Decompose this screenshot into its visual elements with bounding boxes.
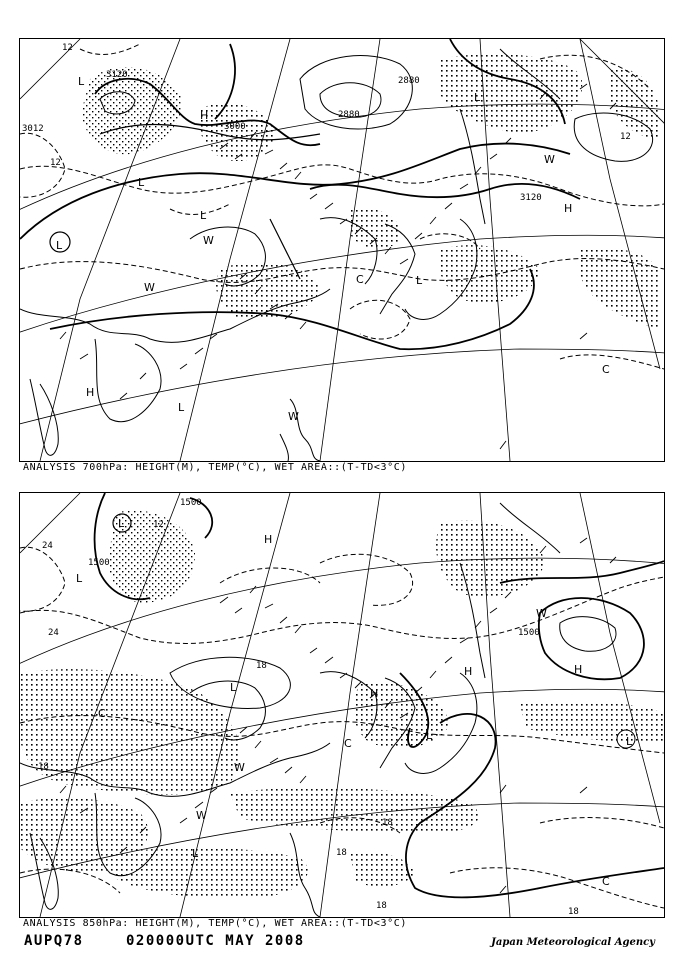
center-symbol: H — [370, 687, 379, 700]
contour-label: 3000 — [224, 122, 246, 132]
center-symbol: L — [76, 572, 83, 585]
contour-label: 3120 — [520, 193, 542, 203]
panel-caption-700hpa: ANALYSIS 700hPa: HEIGHT(M), TEMP(°C), WET AREA::(T-TD<3°C) — [23, 462, 407, 473]
center-symbol: L — [416, 274, 423, 287]
center-symbol: C — [602, 875, 610, 888]
wet-area-shading — [20, 510, 664, 898]
center-symbol: H — [564, 202, 573, 215]
center-symbol: C — [356, 273, 364, 286]
contour-label: 18 — [336, 848, 347, 858]
center-symbol: H — [200, 109, 209, 122]
contour-label: 3012 — [22, 124, 44, 134]
map-panel-850hpa — [19, 492, 665, 918]
contour-label: 2880 — [338, 110, 360, 120]
center-symbol: L — [118, 517, 125, 530]
center-symbol: W — [196, 809, 207, 822]
contour-label: 12 — [153, 520, 164, 530]
contour-label: 12 — [62, 43, 73, 53]
center-symbol: C — [98, 707, 106, 720]
contour-label: 1500 — [180, 498, 202, 508]
contour-label: 1500 — [518, 628, 540, 638]
center-symbol: L — [426, 729, 433, 742]
center-symbol: L — [474, 91, 481, 104]
center-symbol: W — [234, 761, 245, 774]
center-symbol: C — [344, 737, 352, 750]
contour-label: 18 — [38, 762, 49, 772]
center-symbol: L — [200, 209, 207, 222]
map-panel-700hpa — [19, 38, 665, 462]
center-symbol: L — [192, 847, 199, 860]
agency-name: Japan Meteorological Agency — [491, 937, 655, 948]
contour-label: 24 — [48, 628, 59, 638]
contour-label: 18 — [568, 907, 579, 917]
center-symbol: H — [464, 665, 473, 678]
center-symbol: W — [144, 281, 155, 294]
weather-map-700hpa — [20, 39, 664, 461]
center-symbol: W — [203, 234, 214, 247]
center-symbol: L — [626, 735, 633, 748]
contour-label: 3120 — [106, 70, 128, 80]
center-symbol: L — [230, 681, 237, 694]
center-symbol: L — [138, 176, 145, 189]
weather-map-850hpa — [20, 493, 664, 917]
center-symbol: H — [574, 663, 583, 676]
contour-label: 18 — [382, 818, 393, 828]
contour-label: 12 — [620, 132, 631, 142]
contour-label: 18 — [376, 901, 387, 911]
contour-label: 12 — [50, 158, 61, 168]
center-symbol: C — [602, 363, 610, 376]
center-symbol: L — [178, 401, 185, 414]
center-symbol: H — [86, 386, 95, 399]
center-symbol: L — [78, 75, 85, 88]
contour-label: 1500 — [88, 558, 110, 568]
wet-area-shading — [82, 54, 660, 329]
center-symbol: W — [288, 410, 299, 423]
contour-label: 18 — [256, 661, 267, 671]
valid-time: 020000UTC MAY 2008 — [126, 933, 305, 949]
center-symbol: W — [544, 153, 555, 166]
chart-id: AUPQ78 — [24, 933, 84, 949]
center-symbol: H — [264, 533, 273, 546]
center-symbol: L — [56, 239, 63, 252]
center-symbol: W — [536, 607, 547, 620]
contour-label: 24 — [42, 541, 53, 551]
contour-label: 2880 — [398, 76, 420, 86]
panel-caption-850hpa: ANALYSIS 850hPa: HEIGHT(M), TEMP(°C), WET AREA::(T-TD<3°C) — [23, 918, 407, 929]
